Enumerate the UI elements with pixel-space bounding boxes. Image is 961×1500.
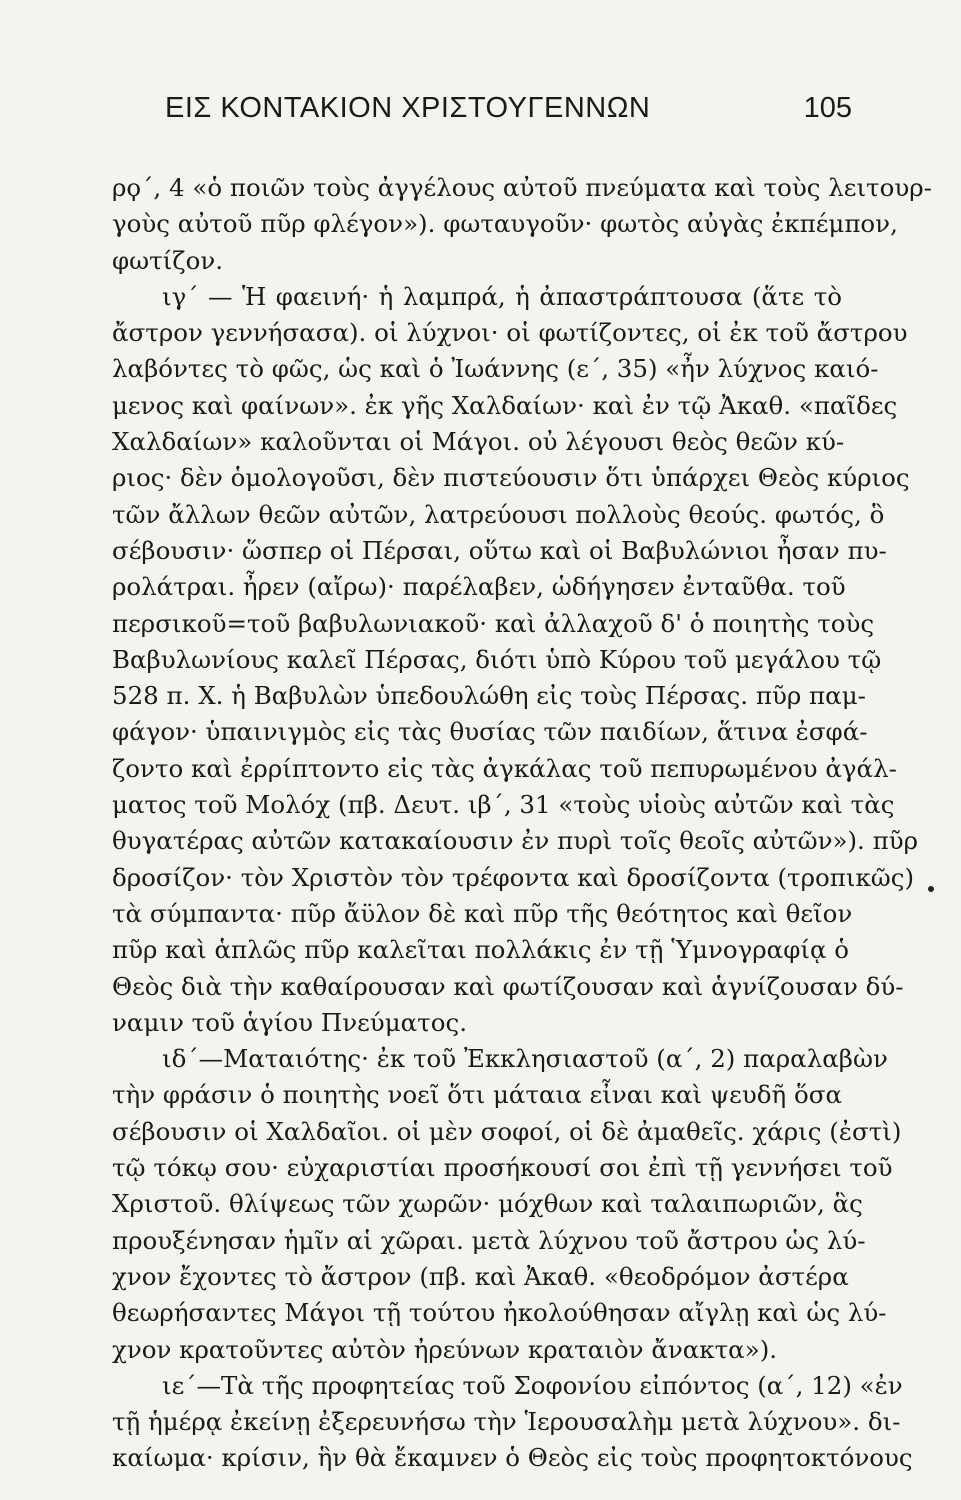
text-line: τῶν ἄλλων θεῶν αὐτῶν, λατρεύουσι πολλοὺς θεούς. φωτός, ὃ bbox=[112, 499, 885, 529]
running-title: ΕΙΣ ΚΟΝΤΑΚΙΟΝ ΧΡΙΣΤΟΥΓΕΝΝΩΝ bbox=[165, 92, 651, 124]
text-line: χνον κρατοῦντες αὐτὸν ἠρεύνων κραταιὸν ἄνακτα»). bbox=[112, 1334, 778, 1364]
page-number: 105 bbox=[803, 92, 852, 124]
text-line: τὴν φράσιν ὁ ποιητὴς νοεῖ ὅτι μάταια εἶναι καὶ ψευδῆ ὅσα bbox=[112, 1080, 842, 1110]
commentary-text bbox=[112, 170, 932, 1477]
text-line: σέβουσιν· ὥσπερ οἱ Πέρσαι, οὕτω καὶ οἱ Βαβυλώνιοι ἦσαν πυ- bbox=[112, 535, 887, 565]
text-line: λαβόντες τὸ φῶς, ὡς καὶ ὁ Ἰωάννης (ε΄, 35) «ἦν λύχνος καιό- bbox=[112, 354, 879, 384]
text-line: θεωρήσαντες Μάγοι τῇ τούτου ἠκολούθησαν αἴγλῃ καὶ ὡς λύ- bbox=[112, 1298, 887, 1328]
text-line: ἄστρον γεννήσασα). οἱ λύχνοι· οἱ φωτίζοντες, οἱ ἐκ τοῦ ἄστρου bbox=[112, 318, 908, 348]
text-line: ριος· δὲν ὁμολογοῦσι, δὲν πιστεύουσιν ὅτι ὑπάρχει Θεὸς κύριος bbox=[112, 463, 910, 493]
text-line: καίωμα· κρίσιν, ἣν θὰ ἔκαμνεν ὁ Θεὸς εἰς τοὺς προφητοκτόνους bbox=[112, 1443, 913, 1473]
text-line: ιδ΄—Ματαιότης· ἐκ τοῦ Ἐκκλησιαστοῦ (α΄, 2) παραλαβὼν bbox=[162, 1044, 888, 1074]
page-header bbox=[140, 92, 852, 132]
text-line: Χριστοῦ. θλίψεως τῶν χωρῶν· μόχθων καὶ ταλαιπωριῶν, ἃς bbox=[112, 1189, 863, 1219]
text-line: ζοντο καὶ ἐρρίπτοντο εἰς τὰς ἀγκάλας τοῦ πεπυρωμένου ἀγάλ- bbox=[112, 753, 897, 783]
text-line: ναμιν τοῦ ἁγίου Πνεύματος. bbox=[112, 1007, 467, 1037]
text-line: χνον ἔχοντες τὸ ἄστρον (πβ. καὶ Ἀκαθ. «θεοδρόμον ἀστέρα bbox=[112, 1261, 849, 1291]
text-line: σέβουσιν οἱ Χαλδαῖοι. οἱ μὲν σοφοί, οἱ δὲ ἀμαθεῖς. χάρις (ἐστὶ) bbox=[112, 1116, 902, 1146]
text-line: φωτίζον. bbox=[112, 245, 224, 275]
text-line: φάγον· ὑπαινιγμὸς εἰς τὰς θυσίας τῶν παιδίων, ἅτινα ἐσφά- bbox=[112, 717, 868, 747]
text-line: ρολάτραι. ἦρεν (αἴρω)· παρέλαβεν, ὡδήγησεν ἐνταῦθα. τοῦ bbox=[112, 572, 846, 602]
text-line: Χαλδαίων» καλοῦνται οἱ Μάγοι. οὐ λέγουσι θεὸς θεῶν κύ- bbox=[112, 427, 845, 457]
text-line: ιγ΄ — Ἡ φαεινή· ἡ λαμπρά, ἡ ἀπαστράπτουσα (ἅτε τὸ bbox=[162, 281, 842, 311]
text-line: περσικοῦ=τοῦ βαβυλωνιακοῦ· καὶ ἀλλαχοῦ δ' ὁ ποιητὴς τοὺς bbox=[112, 608, 875, 638]
text-line: δροσίζον· τὸν Χριστὸν τὸν τρέφοντα καὶ δροσίζοντα (τροπικῶς) bbox=[112, 862, 915, 892]
text-line: τῇ ἡμέρᾳ ἐκείνῃ ἐξερευνήσω τὴν Ἱερουσαλὴμ μετὰ λύχνου». δι- bbox=[112, 1407, 901, 1437]
text-line: πῦρ καὶ ἁπλῶς πῦρ καλεῖται πολλάκις ἐν τῇ Ὑμνογραφίᾳ ὁ bbox=[112, 935, 850, 965]
text-line: 528 π. Χ. ἡ Βαβυλὼν ὑπεδουλώθη εἰς τοὺς Πέρσας. πῦρ παμ- bbox=[112, 681, 866, 711]
text-line: προυξένησαν ἡμῖν αἱ χῶραι. μετὰ λύχνου τοῦ ἄστρου ὡς λύ- bbox=[112, 1225, 866, 1255]
text-line: μενος καὶ φαίνων». ἐκ γῆς Χαλδαίων· καὶ ἐν τῷ Ἀκαθ. «παῖδες bbox=[112, 390, 898, 420]
text-line: γοὺς αὐτοῦ πῦρ φλέγον»). φωταυγοῦν· φωτὸς αὐγὰς ἐκπέμπον, bbox=[112, 209, 898, 239]
text-line: Θεὸς διὰ τὴν καθαίρουσαν καὶ φωτίζουσαν καὶ ἁγνίζουσαν δύ- bbox=[112, 971, 904, 1001]
text-line: ρϙ΄, 4 «ὁ ποιῶν τοὺς ἀγγέλους αὐτοῦ πνεύματα καὶ τοὺς λειτουρ- bbox=[112, 173, 932, 202]
text-line: ματος τοῦ Μολόχ (πβ. Δευτ. ιβ΄, 31 «τοὺς υἱοὺς αὐτῶν καὶ τὰς bbox=[112, 790, 895, 820]
text-line: θυγατέρας αὐτῶν κατακαίουσιν ἐν πυρὶ τοῖς θεοῖς αὐτῶν»). πῦρ bbox=[112, 826, 918, 856]
text-line: Βαβυλωνίους καλεῖ Πέρσας, διότι ὑπὸ Κύρου τοῦ μεγάλου τῷ bbox=[112, 644, 882, 674]
text-line: τὰ σύμπαντα· πῦρ ἄϋλον δὲ καὶ πῦρ τῆς θεότητος καὶ θεῖον bbox=[112, 898, 853, 928]
margin-dot-mark bbox=[928, 886, 934, 892]
text-line: τῷ τόκῳ σου· εὐχαριστίαι προσήκουσί σοι ἐπὶ τῇ γεννήσει τοῦ bbox=[112, 1153, 893, 1183]
text-line: ιε΄—Τὰ τῆς προφητείας τοῦ Σοφονίου εἰπόντος (α΄, 12) «ἐν bbox=[162, 1370, 903, 1400]
